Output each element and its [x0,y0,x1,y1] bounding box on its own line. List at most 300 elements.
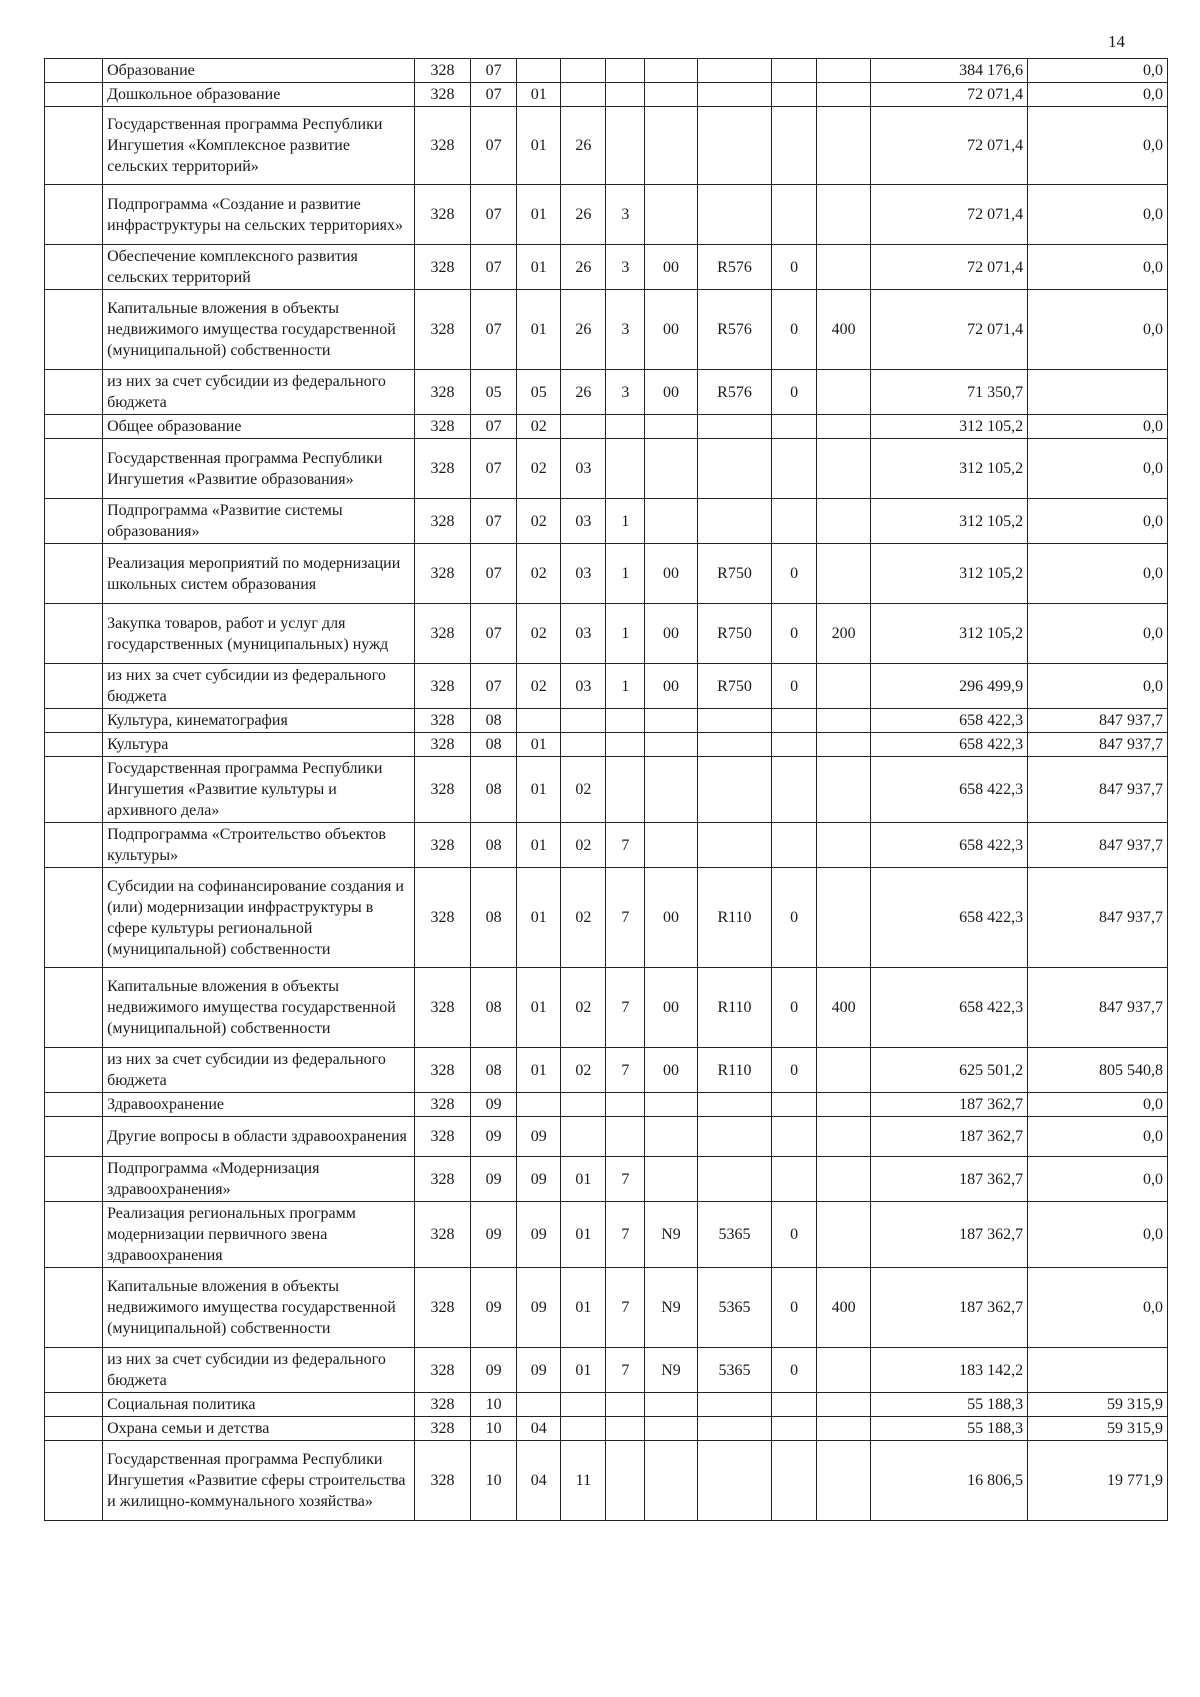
expense-type-cell [817,1093,871,1117]
table-row [45,83,1168,107]
section-code-cell: 10 [470,1441,516,1521]
subsection-code-cell [517,59,561,83]
direction-code-cell: 5365 [697,1202,771,1268]
subprogram-code-cell: 7 [606,1048,645,1093]
expense-type-cell [817,185,871,245]
amount-year2-cell: 0,0 [1028,499,1168,544]
admin-code-cell: 328 [415,290,471,370]
row-name-cell: из них за счет субсидии из федерального бюджета [103,370,415,415]
activity-code-cell: 00 [645,1048,698,1093]
subprogram-code-cell: 3 [606,185,645,245]
table-row [45,1348,1168,1393]
row-blank-cell [45,415,103,439]
expense-type-cell [817,107,871,185]
activity-code-cell [645,415,698,439]
section-code-cell: 07 [470,604,516,664]
amount-year1-cell: 55 188,3 [871,1417,1028,1441]
direction-subcode-cell [772,1157,817,1202]
admin-code-cell: 328 [415,370,471,415]
section-code-cell: 07 [470,499,516,544]
table-row [45,544,1168,604]
activity-code-cell: 00 [645,868,698,968]
program-code-cell [561,83,606,107]
subprogram-code-cell [606,709,645,733]
amount-year1-cell: 72 071,4 [871,245,1028,290]
subprogram-code-cell [606,83,645,107]
admin-code-cell: 328 [415,823,471,868]
expense-type-cell [817,544,871,604]
direction-subcode-cell: 0 [772,604,817,664]
section-code-cell: 08 [470,709,516,733]
expense-type-cell [817,1048,871,1093]
amount-year1-cell: 658 422,3 [871,968,1028,1048]
section-code-cell: 07 [470,59,516,83]
expense-type-cell [817,1417,871,1441]
subsection-code-cell: 09 [517,1348,561,1393]
amount-year2-cell: 847 937,7 [1028,757,1168,823]
subprogram-code-cell [606,1093,645,1117]
section-code-cell: 08 [470,968,516,1048]
direction-subcode-cell [772,185,817,245]
amount-year1-cell: 72 071,4 [871,107,1028,185]
amount-year1-cell: 384 176,6 [871,59,1028,83]
amount-year2-cell: 59 315,9 [1028,1417,1168,1441]
section-code-cell: 07 [470,544,516,604]
row-name-cell: Реализация региональных программ модернизации первичного звена здравоохранения [103,1202,415,1268]
amount-year1-cell: 658 422,3 [871,868,1028,968]
expense-type-cell [817,370,871,415]
row-blank-cell [45,245,103,290]
table-row [45,757,1168,823]
row-blank-cell [45,1441,103,1521]
direction-code-cell [697,83,771,107]
section-code-cell: 05 [470,370,516,415]
budget-table [44,58,1168,1521]
expense-type-cell [817,1202,871,1268]
admin-code-cell: 328 [415,1157,471,1202]
subprogram-code-cell [606,107,645,185]
direction-subcode-cell [772,415,817,439]
subprogram-code-cell: 7 [606,1202,645,1268]
subsection-code-cell: 09 [517,1117,561,1157]
direction-code-cell [697,709,771,733]
section-code-cell: 09 [470,1157,516,1202]
table-row [45,415,1168,439]
direction-code-cell [697,823,771,868]
amount-year2-cell: 19 771,9 [1028,1441,1168,1521]
table-row [45,185,1168,245]
amount-year1-cell: 71 350,7 [871,370,1028,415]
subprogram-code-cell: 3 [606,370,645,415]
admin-code-cell: 328 [415,1268,471,1348]
program-code-cell [561,1417,606,1441]
activity-code-cell: N9 [645,1268,698,1348]
section-code-cell: 10 [470,1417,516,1441]
amount-year2-cell: 847 937,7 [1028,868,1168,968]
section-code-cell: 07 [470,415,516,439]
table-row [45,1268,1168,1348]
direction-subcode-cell [772,1117,817,1157]
subsection-code-cell: 01 [517,968,561,1048]
subsection-code-cell: 04 [517,1441,561,1521]
row-blank-cell [45,1202,103,1268]
subprogram-code-cell [606,59,645,83]
expense-type-cell [817,709,871,733]
row-name-cell: Капитальные вложения в объекты недвижимого имущества государственной (муниципальной) собственности [103,1268,415,1348]
amount-year1-cell: 312 105,2 [871,415,1028,439]
program-code-cell [561,1393,606,1417]
subprogram-code-cell [606,415,645,439]
row-name-cell: Реализация мероприятий по модернизации школьных систем образования [103,544,415,604]
table-row [45,59,1168,83]
amount-year1-cell: 187 362,7 [871,1268,1028,1348]
direction-code-cell [697,499,771,544]
activity-code-cell: 00 [645,290,698,370]
direction-code-cell: R750 [697,664,771,709]
subprogram-code-cell [606,1117,645,1157]
expense-type-cell [817,59,871,83]
amount-year2-cell: 0,0 [1028,1268,1168,1348]
amount-year2-cell: 0,0 [1028,107,1168,185]
direction-subcode-cell: 0 [772,868,817,968]
admin-code-cell: 328 [415,1202,471,1268]
program-code-cell: 26 [561,245,606,290]
amount-year1-cell: 187 362,7 [871,1117,1028,1157]
program-code-cell [561,59,606,83]
subsection-code-cell: 01 [517,757,561,823]
direction-subcode-cell: 0 [772,544,817,604]
table-row [45,823,1168,868]
direction-code-cell: R110 [697,868,771,968]
program-code-cell [561,733,606,757]
activity-code-cell [645,59,698,83]
table-row [45,1048,1168,1093]
subsection-code-cell: 09 [517,1202,561,1268]
subprogram-code-cell: 1 [606,544,645,604]
table-row [45,709,1168,733]
activity-code-cell: N9 [645,1348,698,1393]
admin-code-cell: 328 [415,544,471,604]
program-code-cell: 02 [561,757,606,823]
row-blank-cell [45,59,103,83]
subprogram-code-cell: 3 [606,245,645,290]
row-name-cell: Подпрограмма «Модернизация здравоохранения» [103,1157,415,1202]
activity-code-cell [645,733,698,757]
row-name-cell: Капитальные вложения в объекты недвижимого имущества государственной (муниципальной) собственности [103,290,415,370]
row-name-cell: Государственная программа Республики Ингушетия «Развитие образования» [103,439,415,499]
amount-year1-cell: 55 188,3 [871,1393,1028,1417]
row-blank-cell [45,604,103,664]
admin-code-cell: 328 [415,1348,471,1393]
amount-year2-cell: 0,0 [1028,1202,1168,1268]
row-blank-cell [45,1268,103,1348]
amount-year2-cell: 0,0 [1028,664,1168,709]
direction-code-cell [697,415,771,439]
row-name-cell: из них за счет субсидии из федерального бюджета [103,664,415,709]
activity-code-cell: 00 [645,968,698,1048]
table-row [45,499,1168,544]
row-blank-cell [45,709,103,733]
row-name-cell: Культура, кинематография [103,709,415,733]
admin-code-cell: 328 [415,107,471,185]
activity-code-cell [645,107,698,185]
direction-code-cell [697,1441,771,1521]
direction-code-cell: 5365 [697,1348,771,1393]
row-blank-cell [45,968,103,1048]
direction-subcode-cell [772,499,817,544]
section-code-cell: 09 [470,1117,516,1157]
expense-type-cell [817,733,871,757]
subprogram-code-cell: 7 [606,968,645,1048]
amount-year2-cell: 59 315,9 [1028,1393,1168,1417]
amount-year1-cell: 625 501,2 [871,1048,1028,1093]
activity-code-cell: 00 [645,664,698,709]
amount-year2-cell: 0,0 [1028,290,1168,370]
direction-subcode-cell [772,1093,817,1117]
admin-code-cell: 328 [415,968,471,1048]
direction-code-cell [697,1417,771,1441]
table-row [45,107,1168,185]
program-code-cell: 01 [561,1202,606,1268]
subsection-code-cell: 02 [517,664,561,709]
direction-code-cell [697,733,771,757]
activity-code-cell [645,1441,698,1521]
subprogram-code-cell [606,1417,645,1441]
amount-year2-cell: 0,0 [1028,544,1168,604]
direction-code-cell [697,107,771,185]
amount-year1-cell: 312 105,2 [871,544,1028,604]
direction-subcode-cell: 0 [772,245,817,290]
expense-type-cell [817,1348,871,1393]
activity-code-cell [645,709,698,733]
expense-type-cell [817,1157,871,1202]
row-blank-cell [45,185,103,245]
amount-year1-cell: 312 105,2 [871,499,1028,544]
table-row [45,733,1168,757]
row-blank-cell [45,370,103,415]
row-name-cell: Подпрограмма «Развитие системы образования» [103,499,415,544]
subsection-code-cell: 02 [517,544,561,604]
direction-code-cell: R576 [697,370,771,415]
row-name-cell: Государственная программа Республики Ингушетия «Развитие сферы строительства и жилищно-коммунального хозяйства» [103,1441,415,1521]
amount-year1-cell: 312 105,2 [871,439,1028,499]
program-code-cell: 26 [561,370,606,415]
row-name-cell: Культура [103,733,415,757]
expense-type-cell [817,1441,871,1521]
subprogram-code-cell [606,1393,645,1417]
activity-code-cell: 00 [645,245,698,290]
section-code-cell: 09 [470,1202,516,1268]
admin-code-cell: 328 [415,1441,471,1521]
amount-year2-cell: 847 937,7 [1028,733,1168,757]
subsection-code-cell [517,1093,561,1117]
subprogram-code-cell: 7 [606,1348,645,1393]
subprogram-code-cell [606,757,645,823]
activity-code-cell [645,439,698,499]
table-row [45,290,1168,370]
subsection-code-cell: 02 [517,499,561,544]
direction-subcode-cell: 0 [772,1202,817,1268]
table-row [45,1393,1168,1417]
subsection-code-cell: 02 [517,415,561,439]
row-blank-cell [45,664,103,709]
amount-year1-cell: 658 422,3 [871,757,1028,823]
admin-code-cell: 328 [415,664,471,709]
table-body [45,59,1168,1521]
expense-type-cell: 400 [817,1268,871,1348]
program-code-cell: 02 [561,1048,606,1093]
row-blank-cell [45,544,103,604]
direction-subcode-cell: 0 [772,664,817,709]
direction-subcode-cell [772,1441,817,1521]
row-blank-cell [45,1393,103,1417]
section-code-cell: 09 [470,1348,516,1393]
admin-code-cell: 328 [415,1093,471,1117]
amount-year2-cell: 0,0 [1028,185,1168,245]
section-code-cell: 09 [470,1268,516,1348]
row-blank-cell [45,1417,103,1441]
subsection-code-cell: 02 [517,604,561,664]
table-row [45,1202,1168,1268]
row-name-cell: Подпрограмма «Строительство объектов культуры» [103,823,415,868]
expense-type-cell [817,1393,871,1417]
section-code-cell: 07 [470,290,516,370]
section-code-cell: 08 [470,757,516,823]
direction-code-cell [697,757,771,823]
direction-subcode-cell: 0 [772,1268,817,1348]
row-blank-cell [45,823,103,868]
expense-type-cell [817,664,871,709]
activity-code-cell [645,1393,698,1417]
subsection-code-cell: 05 [517,370,561,415]
direction-code-cell: R576 [697,290,771,370]
subprogram-code-cell [606,733,645,757]
direction-subcode-cell [772,83,817,107]
direction-code-cell: R110 [697,968,771,1048]
amount-year2-cell [1028,1348,1168,1393]
subprogram-code-cell: 1 [606,499,645,544]
section-code-cell: 09 [470,1093,516,1117]
activity-code-cell [645,83,698,107]
subsection-code-cell: 01 [517,185,561,245]
section-code-cell: 07 [470,245,516,290]
program-code-cell: 03 [561,439,606,499]
program-code-cell: 26 [561,107,606,185]
subsection-code-cell [517,709,561,733]
row-blank-cell [45,107,103,185]
admin-code-cell: 328 [415,439,471,499]
admin-code-cell: 328 [415,415,471,439]
activity-code-cell: 00 [645,544,698,604]
row-blank-cell [45,499,103,544]
amount-year2-cell: 0,0 [1028,59,1168,83]
direction-code-cell: R750 [697,544,771,604]
direction-subcode-cell [772,59,817,83]
row-name-cell: Социальная политика [103,1393,415,1417]
direction-subcode-cell [772,823,817,868]
amount-year2-cell: 0,0 [1028,245,1168,290]
section-code-cell: 07 [470,83,516,107]
expense-type-cell [817,868,871,968]
amount-year1-cell: 187 362,7 [871,1202,1028,1268]
amount-year1-cell: 72 071,4 [871,83,1028,107]
direction-code-cell [697,1093,771,1117]
subsection-code-cell: 01 [517,1048,561,1093]
subprogram-code-cell [606,1441,645,1521]
program-code-cell [561,709,606,733]
amount-year2-cell: 847 937,7 [1028,968,1168,1048]
expense-type-cell [817,1117,871,1157]
program-code-cell: 02 [561,968,606,1048]
expense-type-cell: 200 [817,604,871,664]
subprogram-code-cell: 1 [606,604,645,664]
activity-code-cell: 00 [645,370,698,415]
subsection-code-cell: 01 [517,868,561,968]
direction-subcode-cell: 0 [772,290,817,370]
section-code-cell: 07 [470,664,516,709]
direction-code-cell: 5365 [697,1268,771,1348]
direction-code-cell [697,1393,771,1417]
expense-type-cell [817,245,871,290]
row-blank-cell [45,1348,103,1393]
row-name-cell: Обеспечение комплексного развития сельских территорий [103,245,415,290]
program-code-cell: 03 [561,664,606,709]
amount-year2-cell: 0,0 [1028,439,1168,499]
admin-code-cell: 328 [415,245,471,290]
row-name-cell: Охрана семьи и детства [103,1417,415,1441]
admin-code-cell: 328 [415,733,471,757]
row-blank-cell [45,868,103,968]
table-row [45,1157,1168,1202]
admin-code-cell: 328 [415,1417,471,1441]
row-blank-cell [45,83,103,107]
admin-code-cell: 328 [415,604,471,664]
subprogram-code-cell: 7 [606,1268,645,1348]
expense-type-cell: 400 [817,968,871,1048]
subprogram-code-cell: 1 [606,664,645,709]
expense-type-cell [817,439,871,499]
direction-subcode-cell [772,757,817,823]
section-code-cell: 08 [470,823,516,868]
section-code-cell: 08 [470,868,516,968]
activity-code-cell [645,1093,698,1117]
section-code-cell: 07 [470,107,516,185]
subsection-code-cell: 01 [517,107,561,185]
activity-code-cell [645,1417,698,1441]
direction-subcode-cell [772,733,817,757]
row-blank-cell [45,1093,103,1117]
row-name-cell: Образование [103,59,415,83]
program-code-cell: 03 [561,544,606,604]
amount-year2-cell: 847 937,7 [1028,709,1168,733]
amount-year1-cell: 187 362,7 [871,1093,1028,1117]
program-code-cell: 02 [561,868,606,968]
row-blank-cell [45,733,103,757]
amount-year2-cell [1028,370,1168,415]
direction-code-cell [697,185,771,245]
activity-code-cell: N9 [645,1202,698,1268]
amount-year2-cell: 0,0 [1028,604,1168,664]
direction-code-cell [697,59,771,83]
program-code-cell: 26 [561,290,606,370]
subsection-code-cell: 01 [517,83,561,107]
amount-year1-cell: 183 142,2 [871,1348,1028,1393]
expense-type-cell [817,757,871,823]
expense-type-cell [817,83,871,107]
row-name-cell: Закупка товаров, работ и услуг для государственных (муниципальных) нужд [103,604,415,664]
admin-code-cell: 328 [415,499,471,544]
amount-year1-cell: 187 362,7 [871,1157,1028,1202]
